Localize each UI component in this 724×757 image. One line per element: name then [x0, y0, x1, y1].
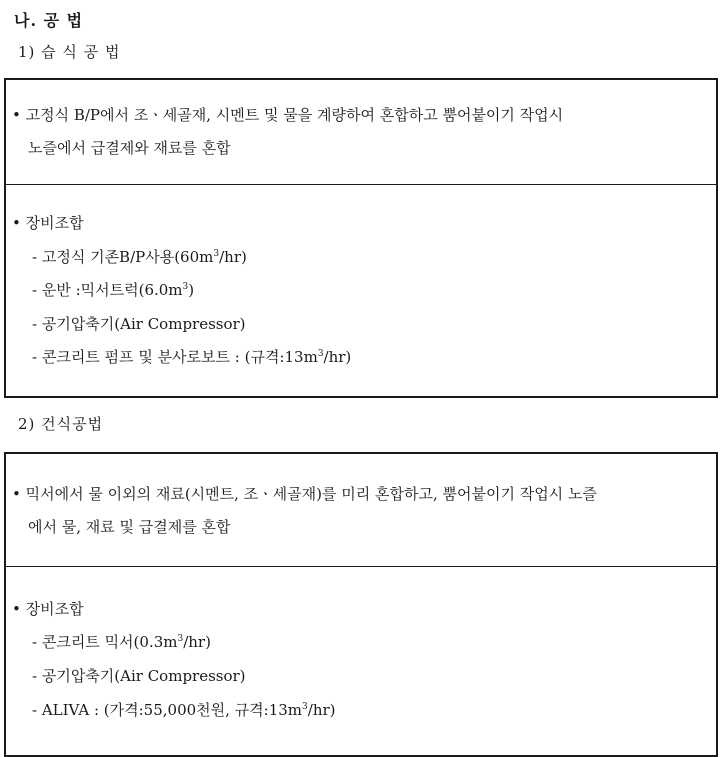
dry-method-box — [4, 452, 718, 757]
wet-equipment-item: - 콘크리트 펌프 및 분사로보트 : (규격$:13m^3/hr$) — [32, 348, 352, 366]
wet-equipment-title: • 장비조합 — [12, 214, 84, 232]
wet-method-title: 1) 습 식 공 법 — [18, 43, 121, 61]
wet-description-line-1: • 고정식 B/P에서 조ㆍ세골재, 시멘트 및 물을 계량하여 혼합하고 뿜어붙이기 작업시 — [12, 106, 564, 124]
wet-equipment-item: - 공기압축기(Air Compressor) — [32, 315, 246, 333]
wet-box-divider — [6, 184, 716, 185]
dry-method-title: 2) 건식공법 — [18, 415, 104, 433]
dry-description-line-1: • 믹서에서 물 이외의 재료(시멘트, 조ㆍ세골재)를 미리 혼합하고, 뿜어붙이기 작업시 노즐 — [12, 485, 597, 503]
dry-equipment-item: - ALIVA : (가격:55,000천원, 규격$:13m^3/hr$) — [32, 701, 336, 719]
dry-equipment-title: • 장비조합 — [12, 600, 84, 618]
dry-box-divider — [6, 566, 716, 567]
wet-method-box — [4, 78, 718, 398]
wet-equipment-item: - 운반 :믹서트럭$(6.0m^3)$ — [32, 281, 195, 299]
wet-equipment-item: - 고정식 기존B/P사용$(60m^3/hr)$ — [32, 248, 247, 266]
section-heading: 나. 공 법 — [14, 11, 84, 30]
wet-description-line-2: 노즐에서 급결제와 재료를 혼합 — [28, 139, 231, 157]
dry-description-line-2: 에서 물, 재료 및 급결제를 혼합 — [28, 518, 231, 536]
dry-equipment-item: - 공기압축기(Air Compressor) — [32, 667, 246, 685]
dry-equipment-item: - 콘크리트 믹서$(0.3m^3/hr)$ — [32, 633, 211, 651]
